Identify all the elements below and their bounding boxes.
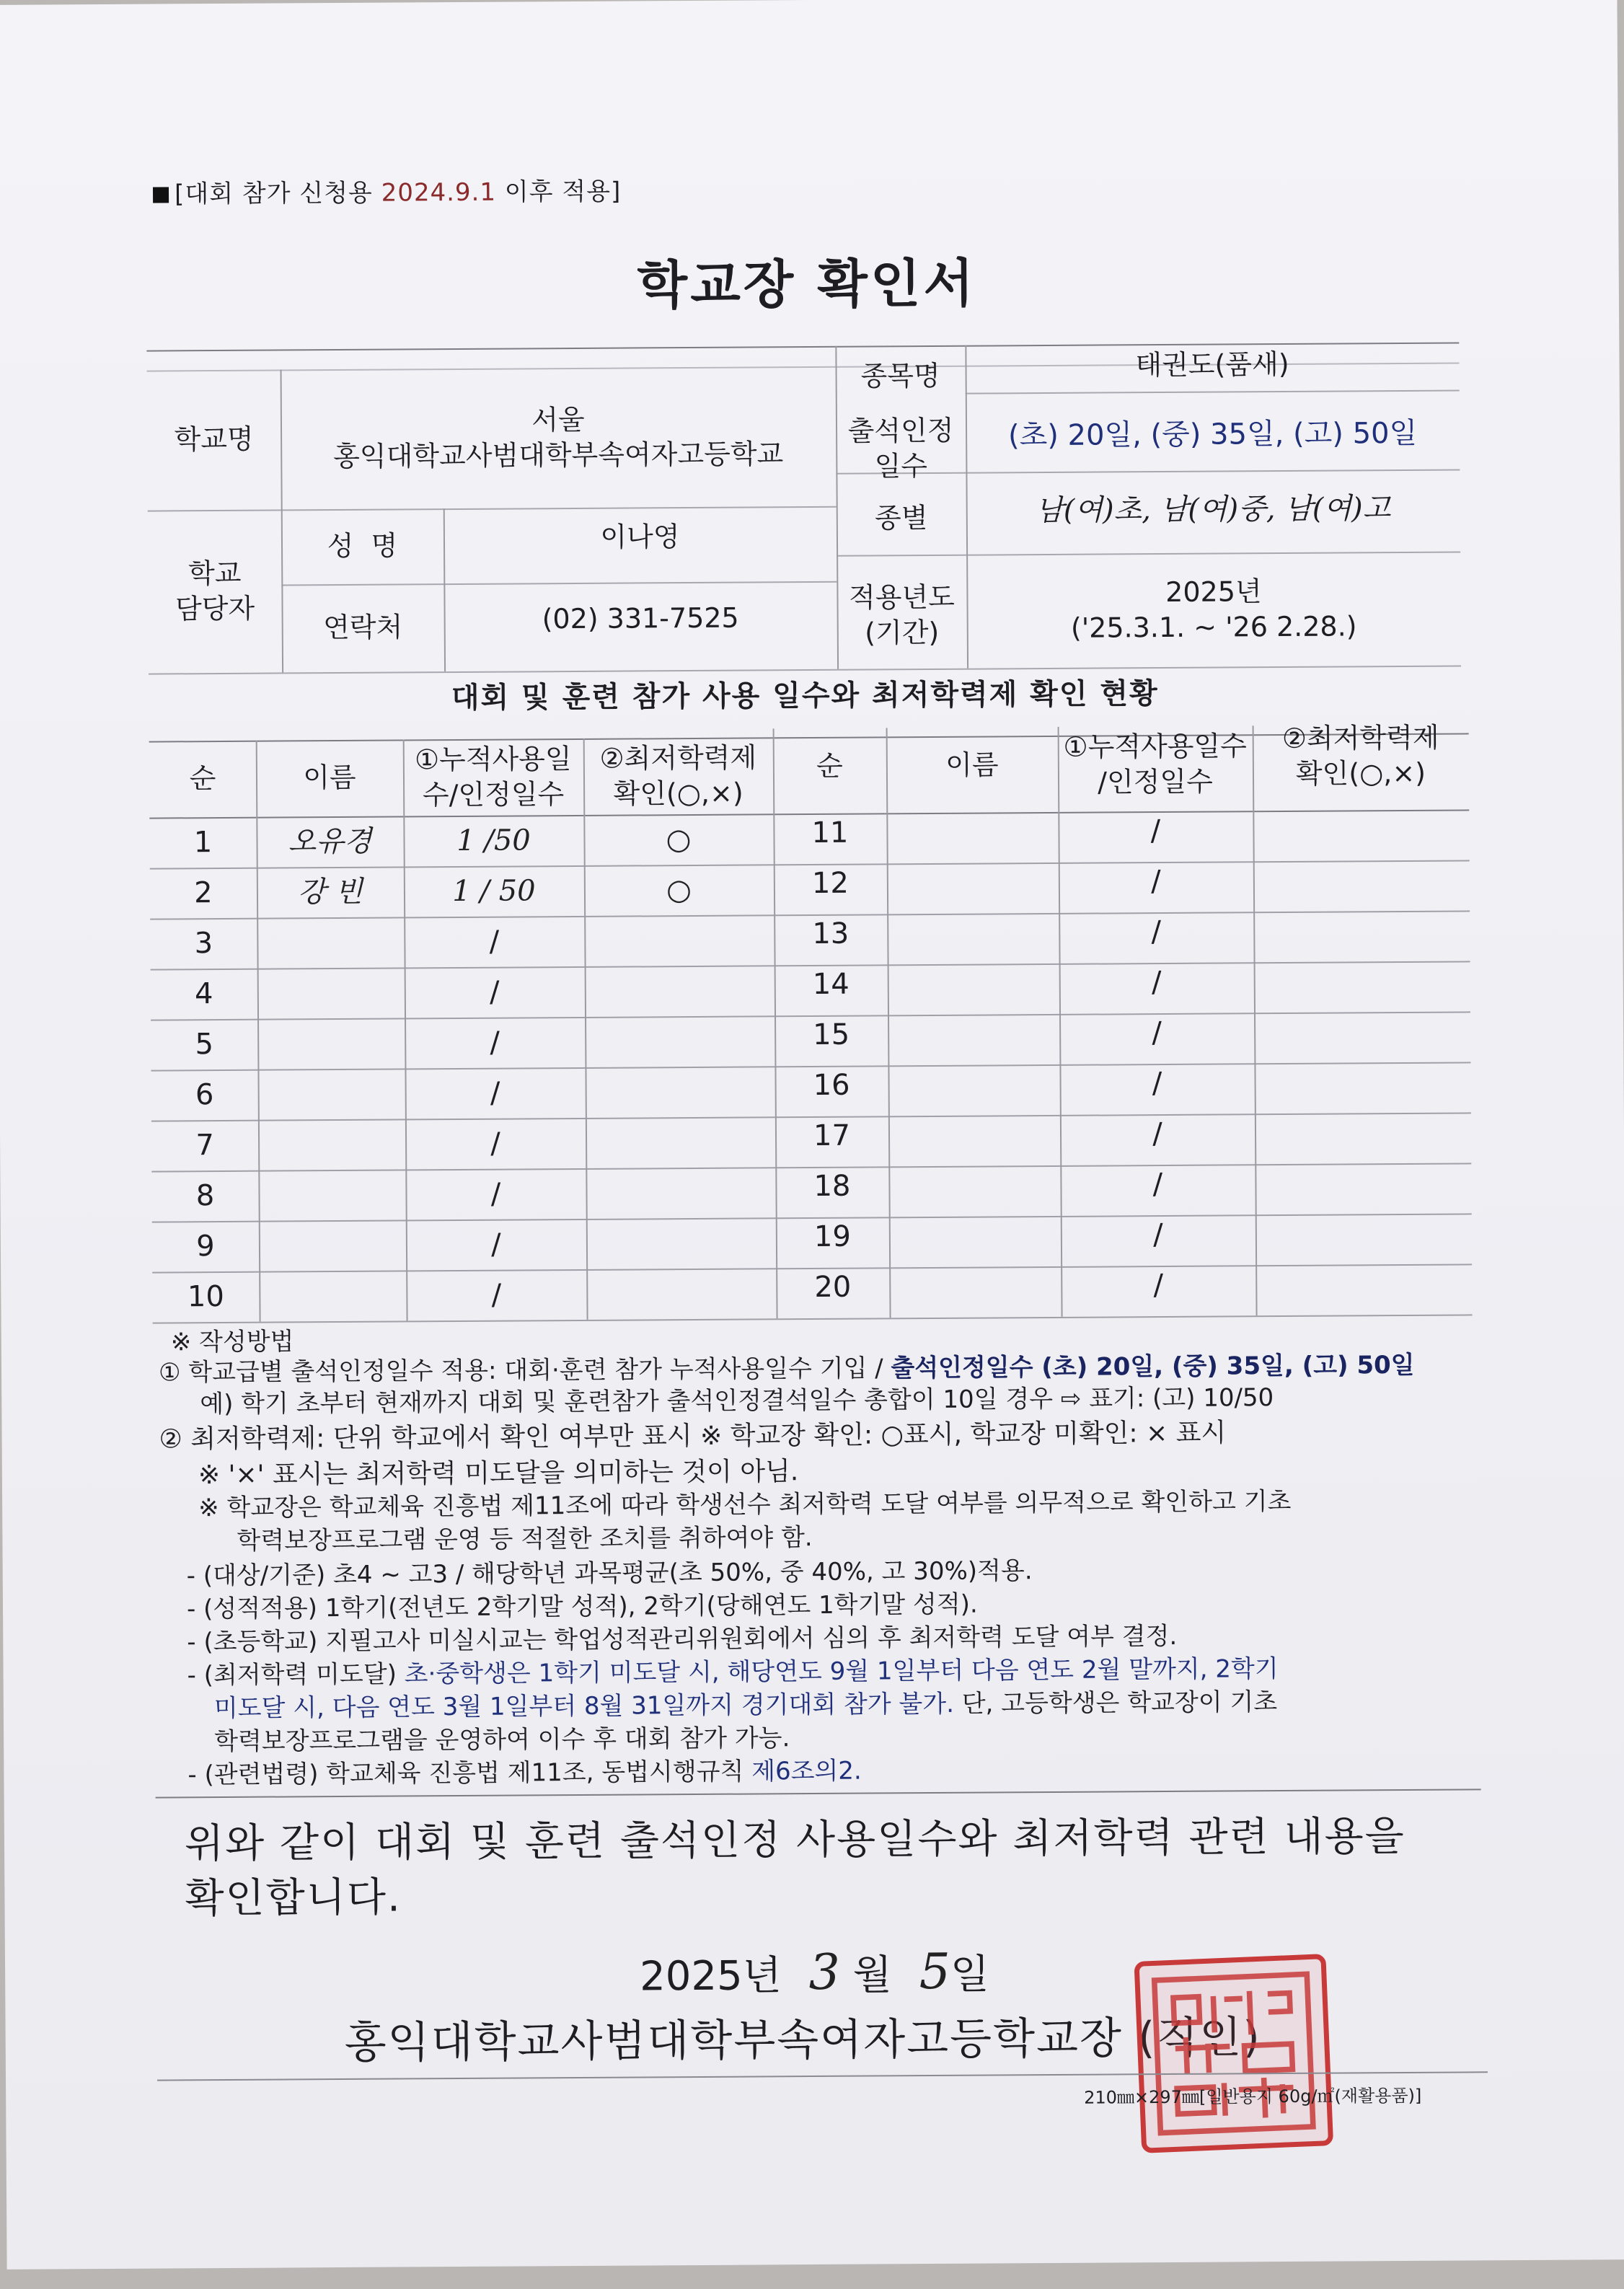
row-days-right: / (1152, 1067, 1162, 1101)
application-note: [대회 참가 신청용 2024.9.1 이후 적용] (153, 172, 622, 210)
year-label: 적용년도 (기간) (848, 581, 956, 649)
row-days: / (489, 925, 500, 958)
row-name-right (887, 907, 1059, 958)
row-name (259, 1220, 406, 1271)
notes-heading: ※ 작성방법 (170, 1327, 294, 1357)
school-value (281, 366, 837, 510)
official-seal-stamp (1134, 1954, 1333, 2153)
row-check-right (1254, 1056, 1470, 1108)
note-10: 미도달 시, 다음 연도 3월 1일부터 8월 31일까지 경기대회 참가 불가. 단, 고등학생은 학교장이 기초 (213, 1688, 1278, 1724)
row-name: 오유경 (288, 824, 372, 859)
row-check (585, 1015, 775, 1067)
header-name: 이름 (303, 762, 356, 794)
handwritten-month: 3 (808, 1944, 841, 2002)
status-title: 대회 및 훈련 참가 사용 일수와 최저학력제 확인 현황 (451, 677, 1159, 715)
school-region: 서울 (531, 403, 585, 436)
row-name-right (889, 1210, 1061, 1261)
paper-spec-footer: 210㎜×297㎜[일반용지 60g/㎡(재활용품)] (1084, 2085, 1422, 2108)
row-check (585, 965, 775, 1017)
header-check-right: ②최저학력제 확인(○,×) (1281, 721, 1439, 790)
header-check: ②최저학력제 확인(○,×) (599, 741, 757, 810)
row-name-right (888, 1008, 1059, 1059)
row-days-right: / (1151, 915, 1162, 949)
note-9: - (최저학력 미도달) 초·중학생은 1학기 미도달 시, 해당연도 9월 1일부터 다음 연도 2월 말까지, 2학기 (187, 1654, 1279, 1690)
row-days: 1 /50 (456, 824, 531, 858)
row-days-right: / (1151, 966, 1162, 1000)
row-no: 7 (195, 1129, 214, 1163)
row-check (585, 1066, 775, 1118)
page-title: 학교장 확인서 (637, 252, 977, 316)
name-label: 성 명 (327, 529, 398, 563)
row-check (586, 1268, 776, 1320)
manager-label: 학교 담당자 (175, 557, 255, 625)
row-no-right: 20 (814, 1270, 852, 1304)
note-date: 2024.9.1 (381, 177, 497, 208)
header-days-right: ①누적사용일수 /인정일수 (1063, 729, 1248, 798)
row-days: / (491, 1227, 501, 1261)
row-check-right (1255, 1106, 1471, 1158)
divider (156, 1789, 1481, 1798)
confirm-date: 2025년 3 월 5일 (639, 1943, 990, 2002)
row-name-right (888, 1059, 1059, 1110)
row-no-right: 17 (813, 1119, 851, 1152)
header-no-right: 순 (816, 750, 843, 782)
row-name (258, 1119, 405, 1170)
row-days-right: / (1152, 1016, 1162, 1050)
row-name (257, 917, 404, 968)
category-label: 종별 (874, 502, 928, 534)
name-value: 이나영 (600, 521, 680, 554)
header-name-right: 이름 (945, 749, 999, 782)
event-value: 태권도(품새) (1135, 348, 1289, 382)
row-days-right: / (1150, 865, 1161, 899)
row-no-right: 18 (813, 1169, 851, 1203)
header-no: 순 (189, 762, 216, 795)
row-check-right (1253, 904, 1470, 956)
row-days: / (490, 1177, 501, 1211)
school-label: 학교명 (174, 423, 254, 456)
row-days-right: / (1153, 1269, 1164, 1302)
row-check-right (1254, 1005, 1470, 1057)
row-days: / (489, 975, 500, 1009)
contact-value: (02) 331-7525 (542, 601, 739, 635)
row-check: ○ (666, 823, 692, 857)
note-3: ※ '×' 표시는 최저학력 미도달을 의미하는 것이 아님. (198, 1457, 799, 1491)
row-days-right: / (1150, 814, 1161, 848)
attendance-value: (초) 20일, (중) 35일, (고) 50일 (1007, 416, 1418, 453)
header-days: ①누적사용일 수/인정일수 (414, 742, 572, 811)
row-days-right: / (1152, 1117, 1162, 1151)
contact-label: 연락처 (323, 611, 403, 644)
row-check: ○ (666, 873, 692, 907)
row-name (257, 1068, 405, 1119)
note-12: - (관련법령) 학교체육 진흥법 제11조, 동법시행규칙 제6조의2. (187, 1756, 862, 1790)
row-no: 6 (195, 1078, 214, 1112)
row-name-right (888, 1109, 1060, 1160)
principal-signature-line: 홍익대학교사범대학부속여자고등학교장 (직인) (344, 2012, 1261, 2068)
row-no-right: 14 (812, 967, 849, 1001)
row-days: / (490, 1076, 500, 1110)
row-check (586, 1167, 775, 1219)
attendance-label: 출석인정 일수 (847, 414, 954, 482)
row-days: / (491, 1278, 502, 1312)
note-5: 학력보장프로그램 운영 등 적절한 조치를 취하여야 함. (237, 1523, 813, 1556)
confirm-line-2: 확인합니다. (185, 1874, 402, 1923)
event-label: 종목명 (860, 360, 940, 392)
row-no-right: 15 (813, 1018, 850, 1051)
row-days: / (490, 1026, 500, 1059)
row-check (586, 1116, 775, 1168)
row-name-right (886, 806, 1058, 857)
row-no-right: 11 (811, 816, 849, 850)
square-bullet-icon (153, 187, 169, 203)
row-check (586, 1217, 776, 1269)
note-11: 학력보장프로그램을 운영하여 이수 후 대회 참가 가능. (214, 1724, 790, 1757)
row-no: 8 (195, 1179, 215, 1213)
row-no: 3 (194, 927, 213, 961)
category-value: 남(여)초, 남(여)중, 남(여)고 (1035, 492, 1391, 528)
row-no-right: 16 (813, 1068, 850, 1102)
confirm-line-1: 위와 같이 대회 및 훈련 출석인정 사용일수와 최저학력 관련 내용을 (184, 1812, 1405, 1868)
school-name: 홍익대학교사범대학부속여자고등학교 (333, 438, 784, 473)
row-no: 5 (195, 1028, 214, 1062)
note-8: - (초등학교) 지필고사 미실시교는 학업성적관리위원회에서 심의 후 최저학력 도달 여부 결정. (187, 1621, 1178, 1657)
row-name (257, 1018, 405, 1069)
row-no-right: 12 (811, 866, 849, 900)
seal-icon (1139, 1959, 1328, 2148)
row-name (257, 967, 405, 1018)
row-check-right (1255, 1157, 1471, 1209)
row-check-right (1253, 854, 1470, 906)
row-days-right: / (1152, 1218, 1163, 1252)
note-1-example: 예) 학기 초부터 현재까지 대회 및 훈련참가 출석인정결석일수 총합이 10일 경우 ⇨ 표기: (고) 10/50 (200, 1383, 1274, 1419)
row-days-right: / (1152, 1168, 1163, 1201)
note-6: - (대상/기준) 초4 ~ 고3 / 해당학년 과목평균(초 50%, 중 40%, 고 30%)적용. (186, 1556, 1033, 1591)
row-no-right: 19 (813, 1220, 851, 1253)
row-name-right (889, 1261, 1061, 1312)
row-no: 1 (193, 826, 213, 860)
row-days: 1 / 50 (452, 874, 536, 909)
row-check-right (1255, 1258, 1472, 1310)
row-name: 강 빈 (297, 875, 363, 909)
year-value: 2025년 ('25.3.1. ~ '26 2.28.) (1070, 575, 1357, 644)
row-no-right: 13 (812, 917, 849, 951)
row-check-right (1254, 955, 1470, 1007)
handwritten-day: 5 (919, 1943, 951, 2001)
note-1: ① 학교급별 출석인정일수 적용: 대회·훈련 참가 누적사용일수 기입 / 출석인정일수 (초) 20일, (중) 35일, (고) 50일 (158, 1350, 1415, 1388)
row-name-right (887, 857, 1059, 908)
note-2: ② 최저학력제: 단위 학교에서 확인 여부만 표시 ※ 학교장 확인: ○표시, 학교장 미확인: × 표시 (159, 1418, 1227, 1455)
row-days: / (490, 1126, 500, 1160)
row-name-right (888, 1160, 1060, 1211)
row-no: 10 (187, 1279, 224, 1314)
row-check-right (1253, 803, 1469, 855)
row-check-right (1255, 1207, 1472, 1259)
row-name-right (888, 958, 1059, 1009)
row-check (584, 914, 774, 966)
row-name (258, 1169, 405, 1220)
row-no: 9 (196, 1230, 215, 1263)
row-name (259, 1270, 406, 1321)
note-7: - (성적적용) 1학기(전년도 2학기말 성적), 2학기(당해연도 1학기말 성적). (186, 1589, 978, 1624)
note-4: ※ 학교장은 학교체육 진흥법 제11조에 따라 학생선수 최저학력 도달 여부를 의무적으로 확인하고 기초 (198, 1486, 1292, 1523)
row-no: 4 (194, 977, 213, 1011)
row-no: 2 (194, 876, 213, 910)
